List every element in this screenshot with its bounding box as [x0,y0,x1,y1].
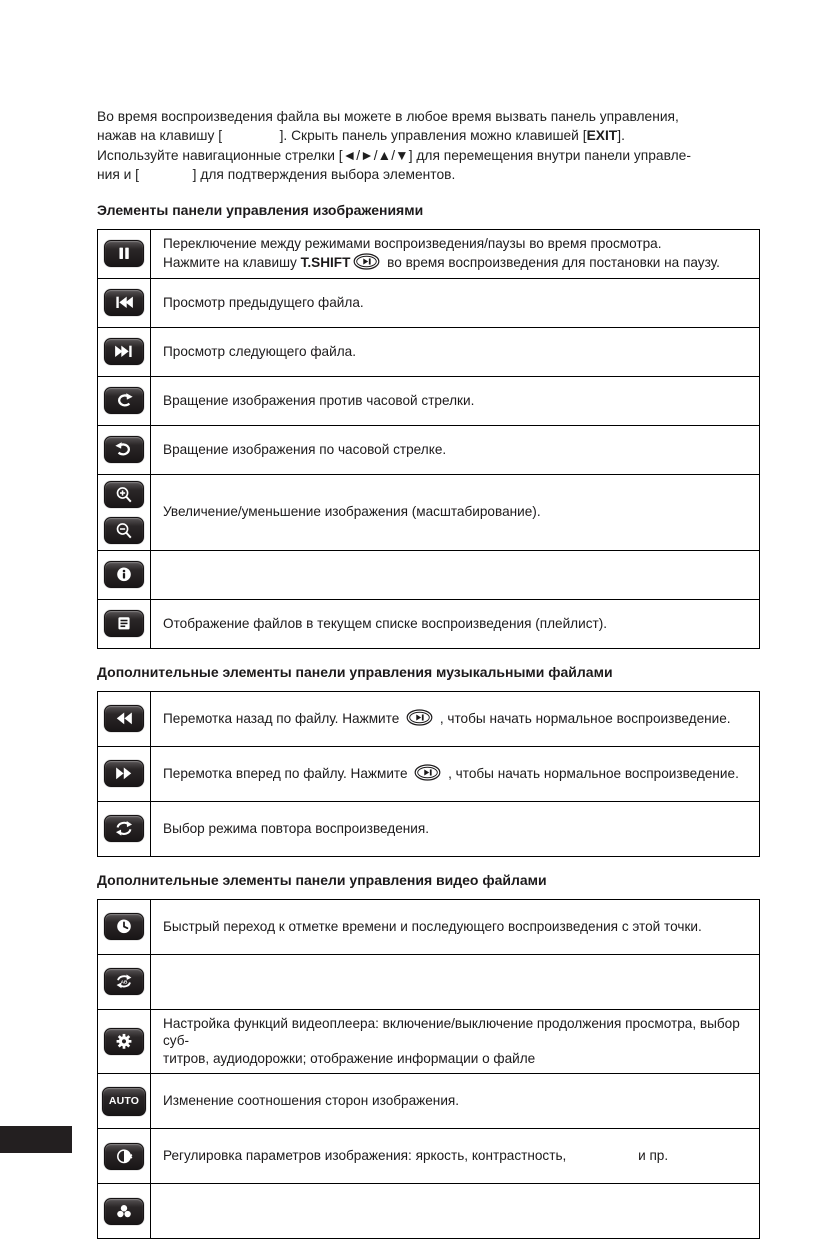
description-cell: Вращение изображения против часовой стрелки. [151,376,760,425]
table-row [98,327,760,376]
intro-text: Используйте навигационные стрелки [◄/►/▲/▼] для перемещения внутри панели управле- [97,147,691,163]
icon-cell [98,1184,151,1239]
icon-cell [98,954,151,1009]
svg-text:AB: AB [120,980,128,986]
icon-cell [98,376,151,425]
description-cell: Быстрый переход к отметке времени и последующего воспроизведения с этой точки. [151,899,760,954]
icon-cell [98,899,151,954]
skip-previous-icon [104,289,144,316]
intro-text: нажав на клавишу [ ]. Скрыть панель управления можно клавишей [ [97,128,587,144]
section-video-controls [97,872,760,1239]
table-row [98,746,760,801]
table-row [98,691,760,746]
icon-cell [98,599,151,648]
table-row [98,425,760,474]
table-row [98,376,760,425]
zoom-in-icon [104,481,144,508]
table-row [98,1184,760,1239]
table-row [98,1129,760,1184]
play-pause-key-icon [353,253,380,270]
table-row [98,1074,760,1129]
controls-table [97,691,760,857]
icon-cell [98,474,151,550]
time-seek-icon [104,913,144,940]
table-row [98,899,760,954]
play-pause-key-icon [406,709,433,726]
intro-text: ния и [ ] для подтверждения выбора элементов. [97,167,456,183]
playlist-icon [104,610,144,637]
intro-text: Во время воспроизведения файла вы можете в любое время вызвать панель управления, [97,109,679,124]
description-cell: Регулировка параметров изображения: яркость, контрастность, и пр. [151,1129,760,1184]
table-row [98,954,760,1009]
page-content [97,107,760,1239]
icon-cell [98,327,151,376]
rewind-icon [104,705,144,732]
exit-key-label: EXIT [586,128,618,144]
description-cell: Отображение файлов в текущем списке воспроизведения (плейлист). [151,599,760,648]
description-cell: Перемотка назад по файлу. Нажмите , чтобы начать нормальное воспроизведение. [151,691,760,746]
section-heading: Элементы панели управления изображениями [97,201,424,218]
icon-cell [98,425,151,474]
description-cell: Выбор режима повтора воспроизведения. [151,801,760,856]
icon-cell [98,746,151,801]
table-row [98,599,760,648]
icon-cell [98,801,151,856]
intro-line [97,126,760,145]
description-cell [151,550,760,599]
key-name-label: T.SHIFT [300,255,351,271]
intro-paragraph [97,107,760,185]
intro-text: ]. [617,128,625,144]
description-cell: Просмотр следующего файла. [151,327,760,376]
section-heading: Дополнительные элементы панели управления видео файлами [97,871,547,888]
section-heading: Дополнительные элементы панели управления музыкальными файлами [97,663,613,680]
icon-cell [98,278,151,327]
section-image-controls [97,202,760,649]
page-number-band [0,1126,72,1153]
color-adjust-icon [104,1198,144,1225]
description-cell: Вращение изображения по часовой стрелке. [151,425,760,474]
table-row [98,229,760,278]
pause-icon [104,240,144,267]
intro-line [97,165,760,184]
aspect-ratio-auto-icon: AUTO [102,1087,146,1116]
icon-cell [98,1074,151,1129]
description-cell: Изменение соотношения сторон изображения. [151,1074,760,1129]
ab-repeat-icon [104,968,144,995]
fast-forward-icon [104,760,144,787]
picture-adjust-icon [104,1143,144,1170]
table-row [98,474,760,550]
icon-cell [98,1129,151,1184]
description-cell [151,1184,760,1239]
description-cell: Настройка функций видеоплеера: включение/выключение продолжения просмотра, выбор суб- титров, аудиодорожки; отображение информации о файле [151,1009,760,1073]
intro-line [97,107,760,126]
description-cell: Переключение между режимами воспроизведения/паузы во время просмотра. Нажмите на клавишу T.SHIFT во время воспроизведения для постановки на паузу. [151,229,760,278]
icon-cell [98,550,151,599]
controls-table [97,899,760,1239]
description-cell: Перемотка вперед по файлу. Нажмите , чтобы начать нормальное воспроизведение. [151,746,760,801]
rotate-clockwise-icon [104,436,144,463]
icon-stack [98,481,150,544]
description-cell: Просмотр предыдущего файла. [151,278,760,327]
table-row [98,278,760,327]
description-cell [151,954,760,1009]
rotate-counterclockwise-icon [104,387,144,414]
skip-next-icon [104,338,144,365]
info-icon [104,561,144,588]
icon-cell [98,229,151,278]
description-cell: Увеличение/уменьшение изображения (масштабирование). [151,474,760,550]
settings-icon [104,1028,144,1055]
table-row [98,801,760,856]
zoom-out-icon [104,517,144,544]
table-row [98,550,760,599]
repeat-icon [104,815,144,842]
icon-cell [98,1009,151,1073]
table-row [98,1009,760,1073]
controls-table [97,229,760,649]
icon-cell [98,691,151,746]
intro-line [97,146,760,165]
play-pause-key-icon [414,764,441,781]
section-music-controls [97,664,760,857]
